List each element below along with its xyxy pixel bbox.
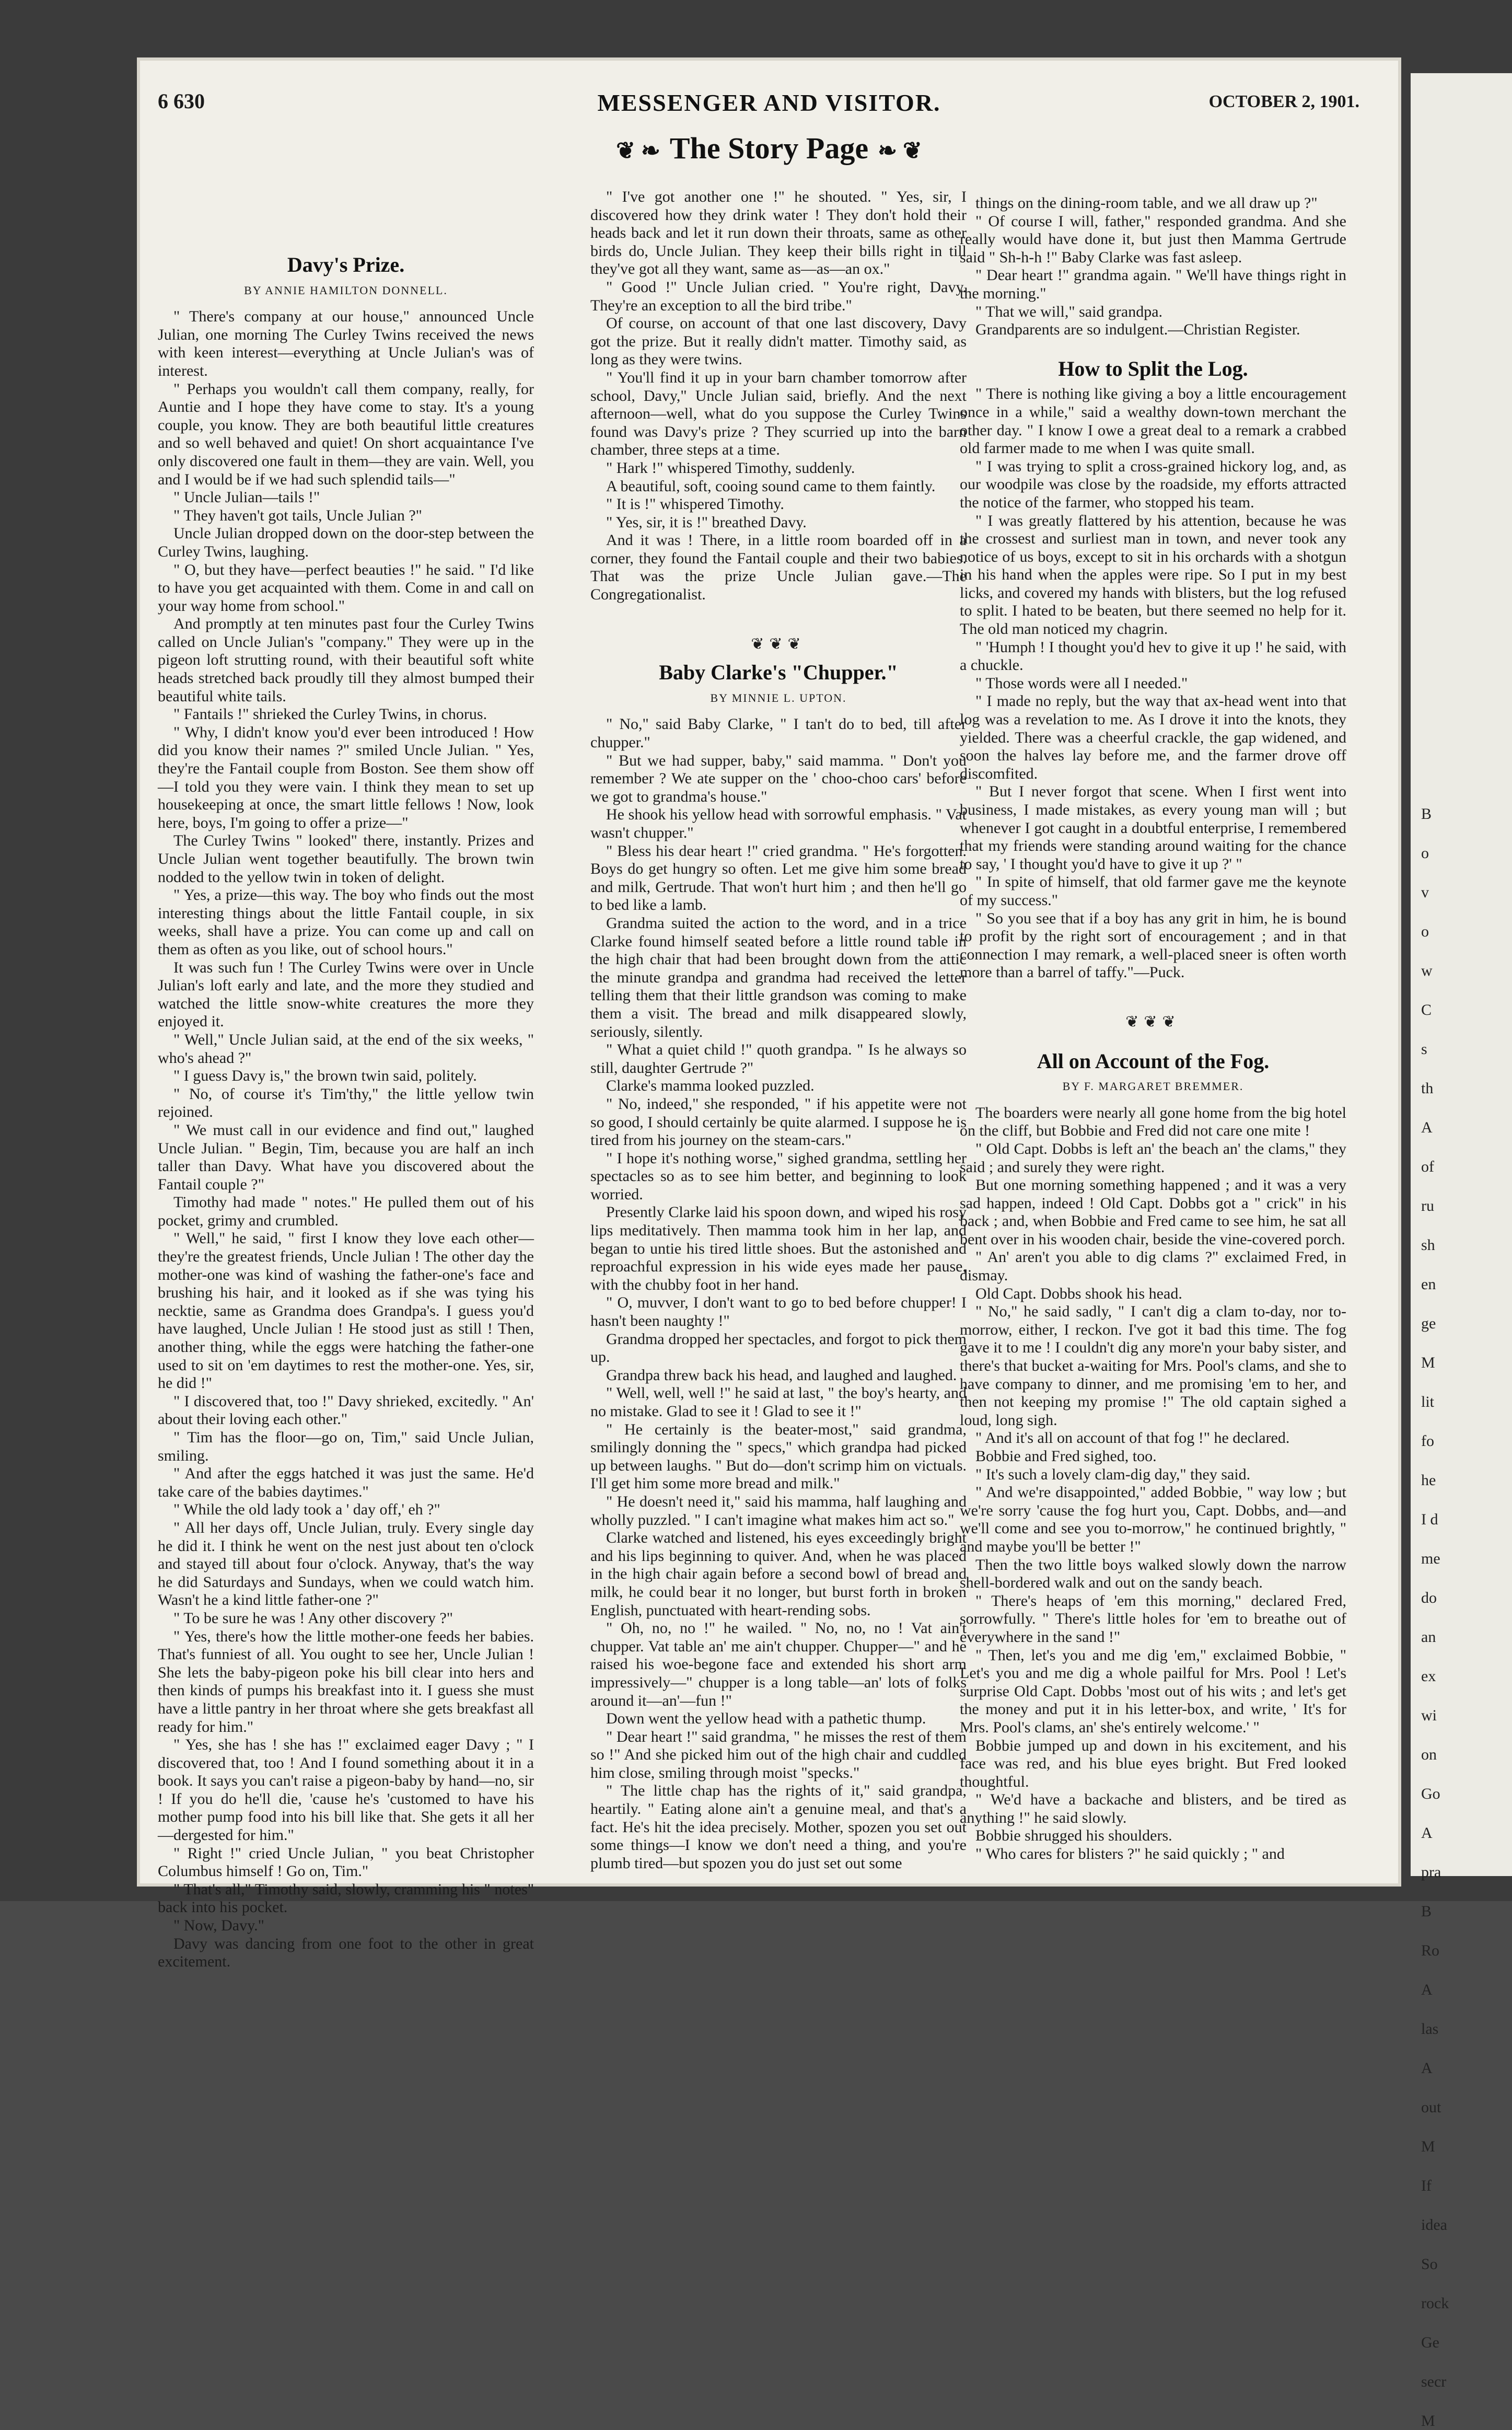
story-paragraph: " And it's all on account of that fog !" he declared.: [975, 1429, 1290, 1447]
story-paragraph: " Bless his dear heart !" cried grandma. " He's forgotten. Boys do get hungry so often. Let me give him some bread and milk, Gertrude. That won't hurt him ; and then he'll go to bed like a lamb.: [590, 842, 967, 914]
story-paragraph: " Those words were all I needed.": [975, 674, 1188, 692]
masthead: MESSENGER AND VISITOR.: [597, 89, 941, 116]
story-paragraph: Clarke's mamma looked puzzled.: [606, 1077, 815, 1095]
adjacent-page-fragment: me: [1421, 1550, 1440, 1567]
story-paragraph: " Uncle Julian—tails !": [173, 489, 320, 506]
story-paragraph: " I made no reply, but the way that ax-head went into that log was a revelation to me. As I drove it into the knots, they yielded. There was a cheerful crackle, the gap widened, and soon the halves lay before me, and the farmer drove off discomfited.: [960, 692, 1346, 782]
adjacent-page-edge: [1411, 73, 1512, 2429]
adjacent-page-fragment: ex: [1421, 1668, 1436, 1685]
story-paragraph: He shook his yellow head with sorrowful emphasis. " Vat wasn't chupper.": [590, 806, 967, 841]
story-paragraph: " While the old lady took a ' day off,' eh ?": [173, 1501, 440, 1519]
adjacent-page-fragment: A: [1421, 2059, 1433, 2077]
story-paragraph: " No, of course it's Tim'thy," the little yellow twin rejoined.: [158, 1085, 534, 1121]
story-paragraph: " I discovered that, too !" Davy shrieked, excitedly. " An' about their loving each other.": [158, 1392, 534, 1428]
page-header: [137, 89, 1401, 125]
story-title: Baby Clarke's "Chupper.": [659, 661, 898, 685]
story-paragraph: " Why, I didn't know you'd ever been introduced ! How did you know their names ?" smiled Uncle Julian. " Yes, they're the Fantail couple from Boston. See them show off—I told you they were vain. I think they mean to set up housekeeping at once, the smart little fellows ! Now, look here, boys, I'm going to offer a prize—": [158, 723, 534, 831]
story-paragraph: " What a quiet child !" quoth grandpa. " Is he always so still, daughter Gertrude ?": [590, 1041, 967, 1077]
story-paragraph: Bobbie and Fred sighed, too.: [975, 1448, 1157, 1465]
column-3: [960, 194, 1346, 1867]
story-paragraph: Timothy had made " notes." He pulled them out of his pocket, grimy and crumbled.: [158, 1194, 534, 1229]
story-byline: BY MINNIE L. UPTON.: [710, 691, 847, 704]
adjacent-page-fragment: A: [1421, 1981, 1433, 1998]
adjacent-page-fragment: B: [1421, 1903, 1432, 1920]
story-paragraph: " Old Capt. Dobbs is left an' the beach an' the clams," they said ; and surely they were right.: [960, 1140, 1346, 1176]
story-paragraph: " That we will," said grandpa.: [975, 303, 1163, 320]
story-paragraph: " In spite of himself, that old farmer gave me the keynote of my success.": [960, 873, 1346, 909]
adjacent-page-fragment: o: [1421, 923, 1429, 940]
story-paragraph: " There's company at our house," announced Uncle Julian, one morning The Curley Twins received the news with keen interest—everything at Uncle Julian's was of interest.: [158, 308, 534, 379]
story-paragraph: Down went the yellow head with a pathetic thump.: [606, 1710, 926, 1728]
story-paragraph: " Then, let's you and me dig 'em," exclaimed Bobbie, " Let's you and me dig a whole pailful for Mrs. Pool ! Let's surprise Old Capt. Dobbs 'most out of his wits ; and let's get the money and put it in his letter-box, and write, ' It's for Mrs. Pool's clams, an' she's entirely welcome.' ": [960, 1646, 1346, 1736]
story-paragraph: Grandparents are so indulgent.—Christian Register.: [975, 321, 1300, 339]
story-paragraph: " You'll find it up in your barn chamber tomorrow after school, Davy," Uncle Julian said, briefly. And the next afternoon—well, what do you suppose the Curley Twins found was Davy's prize ? They scurried up into the barn chamber, three steps at a time.: [590, 368, 967, 459]
adjacent-page-fragment: v: [1421, 884, 1429, 901]
adjacent-page-fragment: So: [1421, 2255, 1438, 2273]
story-paragraph: " I've got another one !" he shouted. " Yes, sir, I discovered how they drink water ! They don't hold their heads back and let it run down their throats, same as other birds do, Uncle Julian. They keep their bills right in till they've got all they want, same as—as—an ox.": [590, 188, 967, 278]
story-paragraph: " We must call in our evidence and find out," laughed Uncle Julian. " Begin, Tim, because you are half an inch taller than Davy. What have you discovered about the Fantail couple ?": [158, 1121, 534, 1193]
adjacent-page-fragment: M: [1421, 1354, 1435, 1371]
adjacent-page-fragment: B: [1421, 805, 1432, 823]
adjacent-page-fragment: If: [1421, 2177, 1432, 2194]
story-paragraph: Bobbie shrugged his shoulders.: [975, 1827, 1172, 1845]
page-number: 6 630: [158, 89, 205, 113]
adjacent-page-fragment: rock: [1421, 2295, 1449, 2312]
ornament-left-icon: ❦ ❧: [616, 138, 660, 164]
adjacent-page-fragment: idea: [1421, 2216, 1447, 2234]
story-paragraph: And promptly at ten minutes past four the Curley Twins called on Uncle Julian's "company." They were up in the pigeon loft strutting round, with their beautiful soft white heads stretched back proudly till they almost bumped their beautiful white tails.: [158, 615, 534, 705]
adjacent-page-fragment: Go: [1421, 1785, 1440, 1802]
story-paragraph: A beautiful, soft, cooing sound came to them faintly.: [606, 477, 936, 495]
story-paragraph: Uncle Julian dropped down on the door-step between the Curley Twins, laughing.: [158, 525, 534, 560]
story-title: Davy's Prize.: [287, 253, 405, 276]
story-byline: BY ANNIE HAMILTON DONNELL.: [244, 283, 448, 297]
story-paragraph: Davy was dancing from one foot to the other in great excitement.: [158, 1935, 534, 1971]
story-paragraph: " It is !" whispered Timothy.: [606, 495, 784, 513]
story-paragraph: " An' aren't you able to dig clams ?" exclaimed Fred, in dismay.: [960, 1248, 1346, 1285]
newspaper-page: [137, 57, 1401, 1971]
story-paragraph: " Dear heart !" said grandma, " he misses the rest of them so !" And she picked him out of the high chair and cuddled him close, smiling through moist "specks.": [590, 1728, 967, 1781]
adjacent-page-fragment: s: [1421, 1040, 1427, 1058]
story-body: [158, 308, 534, 1971]
story-paragraph: Grandma suited the action to the word, and in a trice Clarke found himself seated before a little round table in the high chair that had been brought down from the attic the minute grandpa and grandma had received the letter telling them that their little grandson was coming to make them a visit. The bread and milk disappeared slowly, seriously, silently.: [590, 914, 967, 1040]
story-paragraph: Grandpa threw back his head, and laughed and laughed.: [606, 1366, 957, 1384]
adjacent-page-fragment: on: [1421, 1746, 1437, 1763]
story-paragraph: " Yes, sir, it is !" breathed Davy.: [606, 513, 807, 531]
story-paragraph: " So you see that if a boy has any grit in him, he is bound to profit by the right sort of encouragement ; and in that connection I may remark, a well-placed sneer is often worth more than a barrel of taffy."—Puck.: [960, 909, 1346, 981]
story-paragraph: And it was ! There, in a little room boarded off in a corner, they found the Fantail couple and their two babies. That was the prize Uncle Julian gave.—The Congregationalist.: [590, 531, 967, 604]
story-paragraph: " It's such a lovely clam-dig day," they said.: [975, 1465, 1251, 1483]
adjacent-page-fragment: lit: [1421, 1393, 1435, 1410]
story-paragraph: " Good !" Uncle Julian cried. " You're right, Davy. They're an exception to all the bird tribe.": [590, 278, 967, 314]
story-body: [960, 385, 1346, 982]
story-paragraph: " Tim has the floor—go on, Tim," said Uncle Julian, smiling.: [158, 1429, 534, 1464]
adjacent-page-fragment: secr: [1421, 2373, 1447, 2390]
story-paragraph: Then the two little boys walked slowly down the narrow shell-bordered walk and out on the sandy beach.: [960, 1556, 1346, 1592]
adjacent-page-fragment: M: [1421, 2412, 1435, 2429]
adjacent-page-fragment: he: [1421, 1472, 1436, 1489]
story-paragraph: " I hope it's nothing worse," sighed grandma, settling her spectacles so as to see him better, and beginning to look worried.: [590, 1149, 967, 1203]
story-paragraph: Old Capt. Dobbs shook his head.: [975, 1285, 1182, 1302]
story-paragraph: " There is nothing like giving a boy a little encouragement once in a while," said a wealthy down-town merchant the other day. " I know I owe a great deal to a remark a crabbed old farmer made to me when I was quite small.: [960, 385, 1346, 457]
adjacent-page-fragment: ge: [1421, 1315, 1436, 1332]
adjacent-page-fragment: I d: [1421, 1511, 1438, 1528]
story-paragraph: Grandma dropped her spectacles, and forgot to pick them up.: [590, 1330, 967, 1366]
story-paragraph: " No, indeed," she responded, " if his appetite were not so good, I should certainly be quite alarmed. I suppose he is tired from his journey on the steam-cars.": [590, 1095, 967, 1149]
story-paragraph: " Yes, a prize—this way. The boy who finds out the most interesting things about the little Fantail couple, in six weeks, shall have a prize. You can come up and call on them as often as you like, out of school hours.": [158, 886, 534, 958]
section-divider-icon: ❦❦❦: [751, 635, 806, 653]
ornament-right-icon: ❧ ❦: [878, 138, 922, 164]
story-paragraph: Presently Clarke laid his spoon down, and wiped his rosy lips meditatively. Then mamma took him in her lap, and began to untie his tired little shoes. But the astonished and reproachful expression in his wide eyes made her pause, with the chubby foot in her hand.: [590, 1204, 967, 1293]
story-byline: BY F. MARGARET BREMMER.: [1062, 1080, 1244, 1093]
story-paragraph: " Oh, no, no !" he wailed. " No, no, no ! Vat ain't chupper. Vat table an' me ain't chupper. Chupper—" and he raised his woe-begone face and extended his short arm impressively—" chupper is a long table—an' lots of folks around it—an'—fun !": [590, 1619, 967, 1709]
adjacent-page-fragment: an: [1421, 1628, 1436, 1646]
adjacent-page-fragment: pra: [1421, 1864, 1441, 1881]
story-paragraph: The Curley Twins " looked" there, instantly. Prizes and Uncle Julian went together beautifully. The brown twin nodded to the yellow twin in token of delight.: [158, 832, 534, 886]
story-paragraph: " I was greatly flattered by his attention, because he was the crossest and surliest man in town, and never took any notice of us boys, except to sit in his orchards with a shotgun in his hand when the apples were ripe. So I put in my best licks, and covered my hands with blisters, but the log refused to split. I hated to be beaten, but there seemed no help for it. The old man noticed my chagrin.: [960, 512, 1346, 638]
story-paragraph: " But I never forgot that scene. When I first went into business, I made mistakes, as every young man will ; but whenever I got caught in a doubtful enterprise, I remembered that my friends were standing around waiting for the chance to say, ' I thought you'd have to give it up ?' ": [960, 783, 1346, 873]
story-paragraph: " No," said Baby Clarke, " I tan't do to bed, till after chupper.": [590, 715, 967, 751]
story-paragraph: " He doesn't need it," said his mamma, half laughing and wholly puzzled. " I can't imagine what makes him act so.": [590, 1492, 967, 1529]
adjacent-page-fragment: th: [1421, 1080, 1434, 1097]
section-heading: [137, 131, 1401, 166]
adjacent-page-fragment: fo: [1421, 1432, 1434, 1450]
adjacent-page-fragment: A: [1421, 1824, 1433, 1842]
story-paragraph: " To be sure he was ! Any other discovery ?": [173, 1609, 453, 1627]
story-body: [960, 1104, 1346, 1864]
story-paragraph: The boarders were nearly all gone home from the big hotel on the cliff, but Bobbie and Fred did not care one mite !: [960, 1104, 1346, 1140]
story-paragraph: " Well," he said, " first I know they love each other—they're the greatest friends, Uncle Julian ! The other day the mother-one was kind of washing the father-one's face and brushing his hair, and it looked as if she was tying his necktie, same as Grandma does Grandpa's. I guess you'd have laughed, Uncle Julian ! He stood just as still ! Then, another thing, while the eggs were hatching the father-one used to sit on 'em daytimes to rest the mother-one. Yes, sir, he did !": [158, 1230, 534, 1392]
story-paragraph: " Right !" cried Uncle Julian, " you beat Christopher Columbus himself ! Go on, Tim.": [158, 1844, 534, 1880]
story-paragraph: " Perhaps you wouldn't call them company, really, for Auntie and I hope they have come to stay. It's a young couple, you know. They are both beautiful little creatures and so well behaved and quiet! On short acquaintance I've only discovered one fault in them—they are vain. Well, you and I would be if we had such splendid tails—": [158, 380, 534, 488]
story-paragraph: " Dear heart !" grandma again. " We'll have things right in the morning.": [960, 267, 1346, 302]
column-1: [158, 183, 534, 1971]
story-paragraph: " O, muvver, I don't want to go to bed before chupper! I hasn't been naughty !": [590, 1294, 967, 1330]
adjacent-page-fragment: o: [1421, 844, 1429, 862]
story-paragraph: " And after the eggs hatched it was just the same. He'd take care of the babies daytimes.": [158, 1465, 534, 1500]
adjacent-page-fragment: A: [1421, 1119, 1433, 1136]
story-paragraph: " He certainly is the beater-most," said grandma, smilingly donning the " specs," which grandpa had picked up between laughs. " But do—don't scrimp him on victuals. I'll get him some more bread and milk.": [590, 1420, 967, 1492]
adjacent-page-fragment: Ro: [1421, 1942, 1440, 1959]
adjacent-page-fragment: C: [1421, 1001, 1432, 1019]
story-body: [960, 194, 1346, 339]
adjacent-page-fragment: las: [1421, 2020, 1439, 2038]
story-paragraph: Clarke watched and listened, his eyes exceedingly bright and his lips beginning to quiver. And, when he was placed in the high chair again before a second bowl of bread and milk, he could bear it no longer, but burst forth in broken English, punctuated with heart-rending sobs.: [590, 1529, 967, 1619]
story-paragraph: " We'd have a backache and blisters, and be tired as anything !" he said slowly.: [960, 1791, 1346, 1826]
story-paragraph: " They haven't got tails, Uncle Julian ?": [173, 506, 422, 524]
adjacent-page-fragment: sh: [1421, 1236, 1435, 1254]
story-paragraph: " Hark !" whispered Timothy, suddenly.: [606, 459, 855, 477]
adjacent-page-fragment: w: [1421, 962, 1433, 979]
story-paragraph: Of course, on account of that one last discovery, Davy got the prize. But it really didn't matter. Timothy said, as long as they were twins.: [590, 315, 967, 368]
story-paragraph: It was such fun ! The Curley Twins were over in Uncle Julian's loft early and late, and the more they studied and watched the little snow-white creatures the more they enjoyed it.: [158, 958, 534, 1031]
adjacent-page-fragment: ru: [1421, 1197, 1434, 1214]
story-paragraph: " Of course I will, father," responded grandma. And she really would have done it, but just then Mamma Gertrude said " Sh-h-h !" Baby Clarke was fast asleep.: [960, 212, 1346, 266]
story-paragraph: " Who cares for blisters ?" he said quickly ; " and: [975, 1845, 1285, 1863]
story-paragraph: Bobbie jumped up and down in his excitement, and his face was red, and his blue eyes bright. But Fred looked thoughtful.: [960, 1737, 1346, 1790]
section-divider-icon: ❦❦❦: [1125, 1013, 1181, 1031]
story-paragraph: " Yes, she has ! she has !" exclaimed eager Davy ; " I discovered that, too ! And I found something about it in a book. It says you can't raise a pigeon-baby by hand—no, sir ! If you do he'll die, 'cause he's 'customed to have his mother pump food into his bill like that. She gets it all her—dergested for him.": [158, 1736, 534, 1844]
story-paragraph: " I guess Davy is," the brown twin said, politely.: [173, 1067, 477, 1085]
story-paragraph: " The little chap has the rights of it," said grandpa, heartily. " Eating alone ain't a genuine meal, and that's a fact. He's hit the idea precisely. Mother, spozen you set out some things—I know we don't need a thing, and you're plumb tired—but spozen you do just set out some: [590, 1782, 967, 1872]
story-body: [590, 188, 967, 604]
story-paragraph: " But we had supper, baby," said mamma. " Don't you remember ? We ate supper on the ' choo-choo cars' before we got to grandma's house.": [590, 751, 967, 805]
story-paragraph: " Well, well, well !" he said at last, " the boy's hearty, and no mistake. Glad to see it ! Glad to see it !": [590, 1384, 967, 1420]
story-paragraph: " I was trying to split a cross-grained hickory log, and, as our woodpile was close by the roadside, my efforts attracted the notice of the farmer, who stopped his team.: [960, 457, 1346, 511]
adjacent-page-fragment: en: [1421, 1276, 1436, 1293]
adjacent-page-fragment: M: [1421, 2138, 1435, 2155]
story-paragraph: " And we're disappointed," added Bobbie, " way low ; but we're sorry 'cause the fog hurt you, Capt. Dobbs, and—and we'll come and see you to-morrow," he continued brightly, " and maybe you'll be better !": [960, 1484, 1346, 1555]
adjacent-page-fragment: of: [1421, 1158, 1434, 1175]
story-paragraph: " That's all," Timothy said, slowly, cramming his " notes" back into his pocket.: [158, 1880, 534, 1916]
issue-date: OCTOBER 2, 1901.: [1208, 92, 1359, 111]
story-paragraph: But one morning something happened ; and it was a very sad happen, indeed ! Old Capt. Dobbs got a " crick" in his back ; and, when Bobbie and Fred came to see him, he sat all bent over in his wooden chair, beside the vine-covered porch.: [960, 1176, 1346, 1248]
story-paragraph: " Yes, there's how the little mother-one feeds her babies. That's funniest of all. You ought to see her, Uncle Julian ! She lets the baby-pigeon poke his bill clear into hers and then kinds of pumps his breakfast into it. I guess she must have a little pantry in her throat where she gets breakfast all ready for him.": [158, 1627, 534, 1735]
story-body: [590, 715, 967, 1872]
story-title: All on Account of the Fog.: [1037, 1049, 1270, 1073]
story-paragraph: " 'Humph ! I thought you'd hev to give it up !' he said, with a chuckle.: [960, 638, 1346, 674]
adjacent-page-fragment: out: [1421, 2099, 1441, 2116]
story-paragraph: things on the dining-room table, and we all draw up ?": [975, 194, 1318, 212]
story-title: How to Split the Log.: [1058, 356, 1248, 380]
story-paragraph: " Now, Davy.": [173, 1917, 264, 1935]
column-2: [590, 188, 967, 1872]
section-title: The Story Page: [669, 131, 869, 165]
adjacent-page-fragment: do: [1421, 1589, 1437, 1606]
story-paragraph: " O, but they have—perfect beauties !" he said. " I'd like to have you get acquainted with them. Come in and call on your way home from school.": [158, 561, 534, 615]
story-paragraph: " All her days off, Uncle Julian, truly. Every single day he did it. I think he went on the nest just about ten o'clock and stayed till about four o'clock. Anyway, that's the way he did Saturdays and Sundays, when we could watch him. Wasn't he a kind little father-one ?": [158, 1519, 534, 1609]
story-paragraph: " There's heaps of 'em this morning," declared Fred, sorrowfully. " There's little holes for 'em to breathe out of everywhere in the sand !": [960, 1592, 1346, 1646]
adjacent-page-fragment: Ge: [1421, 2334, 1439, 2351]
adjacent-page-fragment: wi: [1421, 1707, 1437, 1724]
story-paragraph: " Well," Uncle Julian said, at the end of the six weeks, " who's ahead ?": [158, 1031, 534, 1067]
story-paragraph: " No," he said sadly, " I can't dig a clam to-day, nor to-morrow, either, I reckon. I've got it bad this time. The fog gave it to me ! I couldn't dig any more'n your baby sister, and there's that bucket a-waiting for Mrs. Pool's clams, and she to have company to dinner, and me promising 'em to her, and then not keeping my promise !" The old captain sighed a loud, long sigh.: [960, 1303, 1346, 1429]
story-paragraph: " Fantails !" shrieked the Curley Twins, in chorus.: [173, 705, 487, 723]
